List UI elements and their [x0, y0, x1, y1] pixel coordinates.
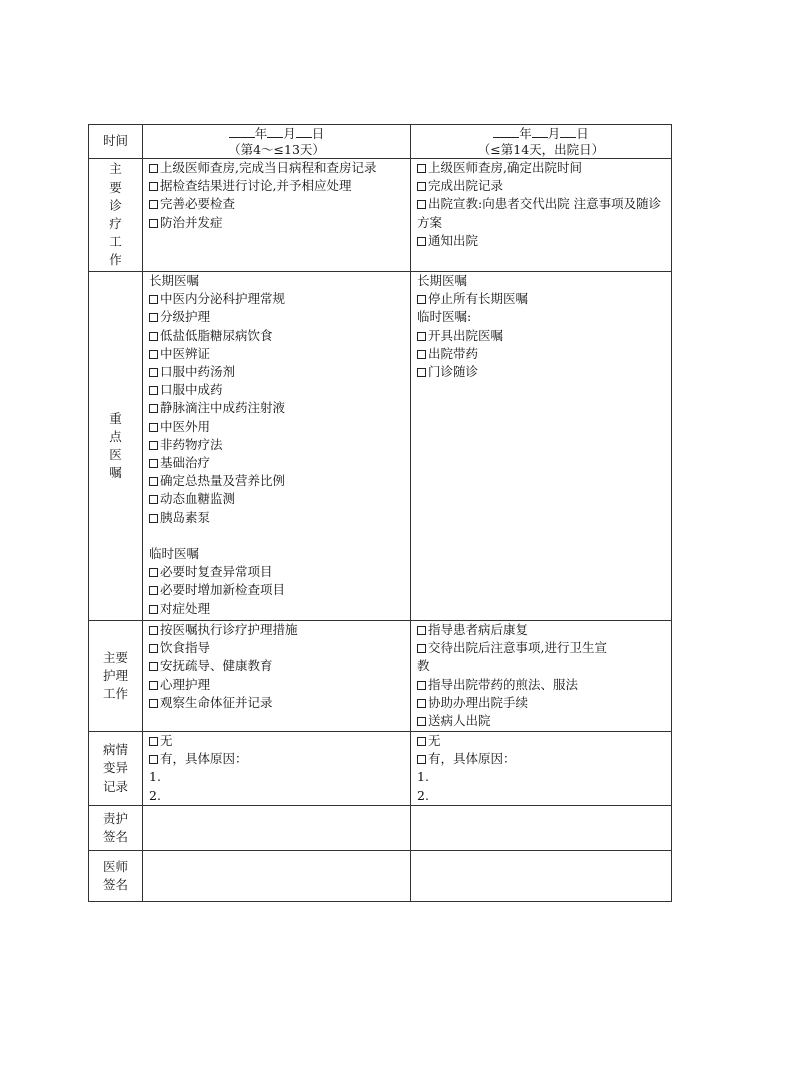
checkbox-icon[interactable] [149, 423, 158, 432]
nurse-signature-row [89, 805, 672, 850]
checklist-item[interactable]: 非药物疗法 [149, 436, 404, 454]
reason-line-1[interactable]: 1. [149, 769, 161, 785]
temporary-orders-title: 临时医嘱: [417, 309, 472, 325]
checklist-item[interactable]: 协助办理出院手续 [417, 694, 665, 712]
checklist-item[interactable]: 中医内分泌科护理常规 [149, 290, 404, 308]
nursing-label: 主要护理工作 [102, 649, 128, 702]
nurse-signature-field-2[interactable] [411, 805, 672, 850]
variation-col1 [143, 732, 411, 806]
date-line: 年 月 日 [149, 125, 404, 142]
checkbox-icon[interactable] [417, 200, 426, 209]
date-cell-discharge[interactable] [411, 125, 672, 159]
variation-col2 [411, 732, 672, 806]
day-blank[interactable] [560, 125, 576, 138]
checkbox-icon[interactable] [149, 755, 158, 764]
checkbox-icon[interactable] [149, 477, 158, 486]
checklist-item[interactable]: 口服中药汤剂 [149, 363, 404, 381]
checkbox-icon[interactable] [417, 295, 426, 304]
checklist-item[interactable]: 完善必要检查 [149, 195, 404, 213]
time-label: 时间 [102, 133, 128, 149]
checkbox-icon[interactable] [417, 699, 426, 708]
checkbox-icon[interactable] [149, 699, 158, 708]
year-blank[interactable] [493, 125, 519, 138]
checklist-item[interactable]: 分级护理 [149, 308, 404, 326]
checkbox-icon[interactable] [149, 605, 158, 614]
checklist-item[interactable]: 按医嘱执行诊疗护理措施 [149, 621, 404, 639]
day-blank[interactable] [296, 125, 312, 138]
doctor-signature-field-2[interactable] [411, 850, 672, 901]
checklist-item[interactable]: 上级医师查房,完成当日病程和查房记录 [149, 159, 404, 177]
checklist-item[interactable]: 指导出院带药的煎法、服法 [417, 676, 665, 694]
checklist-item[interactable]: 停止所有长期医嘱 [417, 290, 665, 308]
variation-has-option[interactable]: 有，具体原因： [149, 750, 404, 768]
month-blank[interactable] [532, 125, 548, 138]
main-work-row [89, 159, 672, 272]
year-blank[interactable] [229, 125, 255, 138]
date-cell-day4-13[interactable] [143, 125, 411, 159]
checkbox-icon[interactable] [149, 404, 158, 413]
checkbox-icon[interactable] [417, 717, 426, 726]
checkbox-icon[interactable] [149, 200, 158, 209]
checkbox-icon[interactable] [417, 182, 426, 191]
variation-has-option[interactable]: 有，具体原因： [417, 750, 665, 768]
variation-label-cell [89, 732, 143, 806]
checkbox-icon[interactable] [149, 332, 158, 341]
checklist-item[interactable]: 完成出院记录 [417, 177, 665, 195]
checklist-item[interactable]: 低盐低脂糖尿病饮食 [149, 327, 404, 345]
date-line: 年 月 日 [417, 125, 665, 142]
checklist-item[interactable]: 中医辨证 [149, 345, 404, 363]
checklist-item[interactable]: 对症处理 [149, 600, 404, 618]
main-work-col1 [143, 159, 411, 272]
checkbox-icon[interactable] [417, 164, 426, 173]
nursing-row [89, 621, 672, 732]
variation-none-option[interactable]: 无 [417, 732, 665, 750]
main-work-label: 主要诊疗工作 [109, 161, 122, 268]
spacer [149, 527, 404, 545]
key-orders-label: 重点医嘱 [109, 410, 122, 481]
time-label-cell [89, 125, 143, 159]
doctor-signature-field-1[interactable] [143, 850, 411, 901]
checklist-item[interactable]: 饮食指导 [149, 639, 404, 657]
checklist-item[interactable]: 观察生命体征并记录 [149, 694, 404, 712]
checkbox-icon[interactable] [149, 219, 158, 228]
checklist-item[interactable]: 确定总热量及营养比例 [149, 472, 404, 490]
checkbox-icon[interactable] [417, 332, 426, 341]
month-blank[interactable] [267, 125, 283, 138]
checkbox-icon[interactable] [417, 237, 426, 246]
reason-line-1[interactable]: 1. [417, 769, 429, 785]
checkbox-icon[interactable] [149, 164, 158, 173]
checkbox-icon[interactable] [149, 681, 158, 690]
checkbox-icon[interactable] [149, 514, 158, 523]
checklist-item[interactable]: 上级医师查房,确定出院时间 [417, 159, 665, 177]
key-orders-col1 [143, 272, 411, 621]
long-term-orders-title: 长期医嘱 [149, 273, 200, 288]
doctor-signature-label-cell [89, 850, 143, 901]
checkbox-icon[interactable] [149, 350, 158, 359]
checklist-item[interactable]: 心理护理 [149, 676, 404, 694]
checklist-item[interactable]: 指导患者病后康复 [417, 621, 665, 639]
clinical-pathway-table [88, 124, 672, 902]
checkbox-icon[interactable] [417, 681, 426, 690]
checkbox-icon[interactable] [417, 350, 426, 359]
checklist-item[interactable]: 出院宣教:向患者交代出院 注意事项及随诊方案 [417, 196, 662, 230]
doctor-signature-row [89, 850, 672, 901]
nurse-signature-field-1[interactable] [143, 805, 411, 850]
checkbox-icon[interactable] [149, 626, 158, 635]
checkbox-icon[interactable] [149, 586, 158, 595]
checkbox-icon[interactable] [149, 182, 158, 191]
reason-line-2[interactable]: 2. [149, 787, 161, 803]
long-term-orders-title: 长期医嘱 [417, 273, 468, 288]
main-work-label-cell [89, 159, 143, 272]
variation-label: 病情变异记录 [102, 742, 128, 794]
checkbox-icon[interactable] [149, 495, 158, 504]
checklist-item[interactable]: 中医外用 [149, 418, 404, 436]
header-row [89, 125, 672, 159]
temporary-orders-title: 临时医嘱 [149, 546, 200, 562]
checkbox-icon[interactable] [417, 368, 426, 377]
reason-line-2[interactable]: 2. [417, 787, 429, 803]
nursing-col2 [411, 621, 672, 732]
checklist-item[interactable]: 门诊随诊 [417, 363, 665, 381]
main-work-col2 [411, 159, 672, 272]
checklist-item[interactable]: 据检查结果进行讨论,并予相应处理 [149, 177, 404, 195]
checkbox-icon[interactable] [417, 644, 426, 653]
checkbox-icon[interactable] [149, 662, 158, 671]
checklist-item[interactable]: 基础治疗 [149, 454, 404, 472]
checklist-item[interactable]: 静脉滴注中成药注射液 [149, 399, 404, 417]
checkbox-icon[interactable] [149, 368, 158, 377]
variation-row [89, 732, 672, 806]
checklist-item[interactable]: 安抚疏导、健康教育 [149, 657, 404, 675]
checkbox-icon[interactable] [149, 737, 158, 746]
day-range: （≤第14天，出院日） [477, 142, 605, 157]
checkbox-icon[interactable] [149, 459, 158, 468]
key-orders-label-cell [89, 272, 143, 621]
checkbox-icon[interactable] [149, 386, 158, 395]
checkbox-icon[interactable] [417, 737, 426, 746]
nursing-col1 [143, 621, 411, 732]
key-orders-col2 [411, 272, 672, 621]
checklist-item[interactable]: 通知出院 [417, 232, 665, 250]
checklist-item[interactable]: 出院带药 [417, 345, 665, 363]
nursing-label-cell [89, 621, 143, 732]
checkbox-icon[interactable] [149, 568, 158, 577]
checkbox-icon[interactable] [149, 313, 158, 322]
checklist-item[interactable]: 交待出院后注意事项,进行卫生宣教 [417, 640, 607, 674]
checkbox-icon[interactable] [417, 626, 426, 635]
checklist-item[interactable]: 必要时增加新检查项目 [149, 581, 404, 599]
day-range: （第4～≤13天） [228, 142, 325, 157]
checklist-item[interactable]: 防治并发症 [149, 214, 404, 232]
checklist-item[interactable]: 必要时复查异常项目 [149, 563, 404, 581]
checklist-item[interactable]: 送病人出院 [417, 712, 665, 730]
doctor-signature-label: 医师签名 [102, 858, 128, 892]
checkbox-icon[interactable] [149, 295, 158, 304]
key-orders-row [89, 272, 672, 621]
checklist-item[interactable]: 口服中成药 [149, 381, 404, 399]
checklist-item[interactable]: 动态血糖监测 [149, 490, 404, 508]
checkbox-icon[interactable] [149, 441, 158, 450]
checklist-item[interactable]: 胰岛素泵 [149, 509, 404, 527]
variation-none-option[interactable]: 无 [149, 732, 404, 750]
checkbox-icon[interactable] [417, 755, 426, 764]
checkbox-icon[interactable] [149, 644, 158, 653]
nurse-signature-label-cell [89, 805, 143, 850]
nurse-signature-label: 责护签名 [102, 810, 128, 844]
checklist-item[interactable]: 开具出院医嘱 [417, 327, 665, 345]
